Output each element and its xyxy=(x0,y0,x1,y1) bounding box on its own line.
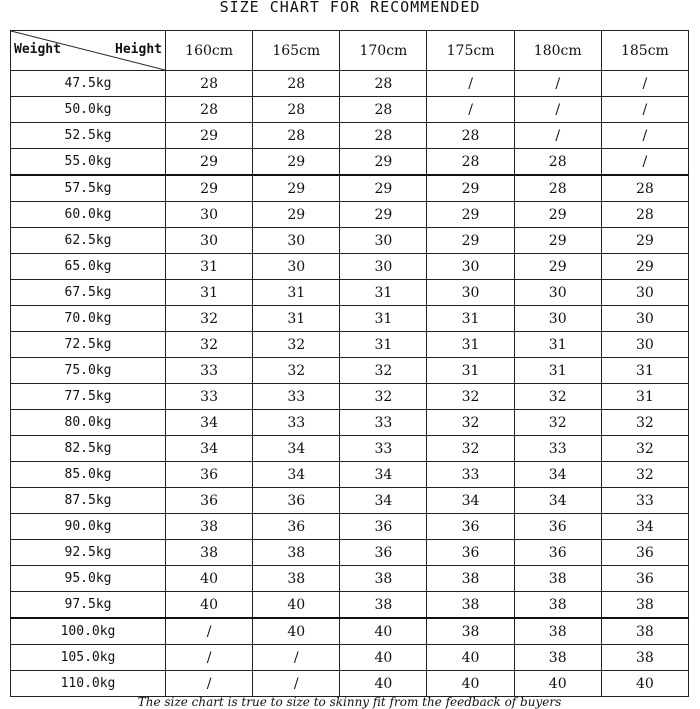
height-header: 170cm xyxy=(340,31,427,71)
size-cell: 38 xyxy=(340,566,427,592)
size-cell: 30 xyxy=(514,280,601,306)
weight-cell: 75.0kg xyxy=(11,358,166,384)
size-cell: 34 xyxy=(166,436,253,462)
size-cell: 38 xyxy=(427,592,514,619)
size-cell: / xyxy=(253,671,340,697)
size-cell: 40 xyxy=(427,645,514,671)
size-cell: 36 xyxy=(340,514,427,540)
size-cell: 31 xyxy=(427,332,514,358)
size-cell: / xyxy=(514,71,601,97)
size-cell: 36 xyxy=(253,514,340,540)
size-cell: 36 xyxy=(427,514,514,540)
size-cell: / xyxy=(514,97,601,123)
weight-label: Weight xyxy=(14,42,61,57)
size-cell: 28 xyxy=(340,97,427,123)
table-row xyxy=(11,462,689,488)
size-cell: 38 xyxy=(514,645,601,671)
table-body xyxy=(11,71,689,697)
size-cell: 30 xyxy=(601,332,688,358)
size-cell: 40 xyxy=(514,671,601,697)
size-cell: 29 xyxy=(601,254,688,280)
corner-cell xyxy=(11,31,166,71)
size-cell: 30 xyxy=(427,280,514,306)
height-header: 165cm xyxy=(253,31,340,71)
size-cell: 31 xyxy=(340,306,427,332)
size-cell: 29 xyxy=(427,175,514,202)
size-cell: 29 xyxy=(166,175,253,202)
weight-cell: 67.5kg xyxy=(11,280,166,306)
size-cell: 29 xyxy=(427,228,514,254)
size-cell: 40 xyxy=(340,645,427,671)
size-cell: 29 xyxy=(601,228,688,254)
size-cell: 38 xyxy=(514,618,601,645)
size-cell: 38 xyxy=(427,618,514,645)
table-row xyxy=(11,488,689,514)
size-cell: 28 xyxy=(427,123,514,149)
size-cell: 28 xyxy=(253,123,340,149)
weight-cell: 50.0kg xyxy=(11,97,166,123)
size-cell: 30 xyxy=(514,306,601,332)
size-cell: 33 xyxy=(601,488,688,514)
size-cell: 30 xyxy=(253,254,340,280)
weight-cell: 55.0kg xyxy=(11,149,166,176)
table-row xyxy=(11,645,689,671)
size-cell: / xyxy=(166,618,253,645)
table-row xyxy=(11,123,689,149)
table-row xyxy=(11,618,689,645)
size-cell: 33 xyxy=(427,462,514,488)
weight-cell: 57.5kg xyxy=(11,175,166,202)
size-cell: 34 xyxy=(340,462,427,488)
size-cell: 31 xyxy=(340,332,427,358)
size-cell: 29 xyxy=(340,175,427,202)
size-cell: / xyxy=(601,97,688,123)
size-cell: 29 xyxy=(253,149,340,176)
size-cell: 32 xyxy=(427,436,514,462)
size-cell: 28 xyxy=(253,71,340,97)
size-cell: 29 xyxy=(253,175,340,202)
size-cell: 34 xyxy=(514,462,601,488)
table-row xyxy=(11,254,689,280)
size-cell: 29 xyxy=(166,123,253,149)
table-row xyxy=(11,540,689,566)
table-row xyxy=(11,384,689,410)
weight-cell: 82.5kg xyxy=(11,436,166,462)
size-cell: / xyxy=(427,71,514,97)
size-cell: 29 xyxy=(253,202,340,228)
size-cell: 33 xyxy=(166,384,253,410)
weight-cell: 100.0kg xyxy=(11,618,166,645)
size-cell: 28 xyxy=(427,149,514,176)
size-cell: 28 xyxy=(601,202,688,228)
size-cell: 33 xyxy=(514,436,601,462)
size-chart-table xyxy=(10,30,689,697)
table-row xyxy=(11,306,689,332)
size-cell: 31 xyxy=(166,280,253,306)
size-cell: / xyxy=(514,123,601,149)
table-row xyxy=(11,410,689,436)
size-cell: 32 xyxy=(601,436,688,462)
size-cell: / xyxy=(601,149,688,176)
size-cell: 33 xyxy=(253,384,340,410)
table-row xyxy=(11,332,689,358)
size-cell: 36 xyxy=(166,488,253,514)
size-cell: 36 xyxy=(427,540,514,566)
size-cell: 31 xyxy=(427,358,514,384)
size-cell: 32 xyxy=(166,306,253,332)
size-cell: 32 xyxy=(253,358,340,384)
size-cell: 36 xyxy=(253,488,340,514)
size-cell: 38 xyxy=(253,540,340,566)
size-cell: 29 xyxy=(340,202,427,228)
height-header: 175cm xyxy=(427,31,514,71)
size-cell: 38 xyxy=(427,566,514,592)
size-cell: 31 xyxy=(601,384,688,410)
size-cell: 40 xyxy=(253,592,340,619)
size-cell: 34 xyxy=(253,462,340,488)
size-cell: 33 xyxy=(340,410,427,436)
size-cell: 30 xyxy=(166,202,253,228)
weight-cell: 60.0kg xyxy=(11,202,166,228)
size-cell: 38 xyxy=(601,618,688,645)
size-cell: / xyxy=(166,645,253,671)
size-cell: 33 xyxy=(253,410,340,436)
size-cell: 28 xyxy=(601,175,688,202)
size-cell: 40 xyxy=(601,671,688,697)
weight-cell: 90.0kg xyxy=(11,514,166,540)
size-cell: 33 xyxy=(166,358,253,384)
size-cell: 29 xyxy=(340,149,427,176)
table-row xyxy=(11,566,689,592)
weight-cell: 70.0kg xyxy=(11,306,166,332)
weight-cell: 80.0kg xyxy=(11,410,166,436)
header-row xyxy=(11,31,689,71)
size-cell: 31 xyxy=(601,358,688,384)
size-cell: 38 xyxy=(601,645,688,671)
size-cell: 32 xyxy=(427,384,514,410)
size-cell: 31 xyxy=(514,332,601,358)
table-row xyxy=(11,280,689,306)
size-cell: 32 xyxy=(166,332,253,358)
size-cell: 29 xyxy=(514,228,601,254)
weight-cell: 95.0kg xyxy=(11,566,166,592)
size-cell: 40 xyxy=(253,618,340,645)
table-row xyxy=(11,592,689,619)
size-cell: 28 xyxy=(340,71,427,97)
size-cell: 29 xyxy=(514,254,601,280)
size-cell: 30 xyxy=(427,254,514,280)
size-cell: 30 xyxy=(340,228,427,254)
size-cell: 36 xyxy=(514,540,601,566)
size-cell: 34 xyxy=(166,410,253,436)
weight-cell: 52.5kg xyxy=(11,123,166,149)
size-cell: 32 xyxy=(514,384,601,410)
size-cell: 30 xyxy=(340,254,427,280)
weight-cell: 105.0kg xyxy=(11,645,166,671)
table-row xyxy=(11,671,689,697)
size-cell: 30 xyxy=(601,306,688,332)
table-row xyxy=(11,514,689,540)
table-row xyxy=(11,149,689,176)
weight-cell: 62.5kg xyxy=(11,228,166,254)
size-cell: 32 xyxy=(427,410,514,436)
size-cell: 38 xyxy=(166,514,253,540)
weight-cell: 110.0kg xyxy=(11,671,166,697)
size-cell: 29 xyxy=(514,202,601,228)
size-cell: 31 xyxy=(340,280,427,306)
size-cell: 34 xyxy=(514,488,601,514)
size-cell: 29 xyxy=(166,149,253,176)
size-cell: 31 xyxy=(253,306,340,332)
size-cell: 32 xyxy=(601,462,688,488)
size-cell: 36 xyxy=(514,514,601,540)
size-cell: 28 xyxy=(514,175,601,202)
size-cell: 34 xyxy=(427,488,514,514)
height-label: Height xyxy=(115,42,162,57)
size-cell: 36 xyxy=(340,540,427,566)
size-cell: 33 xyxy=(340,436,427,462)
size-cell: 38 xyxy=(514,592,601,619)
size-cell: / xyxy=(253,645,340,671)
table-row xyxy=(11,228,689,254)
size-cell: 29 xyxy=(427,202,514,228)
size-cell: 31 xyxy=(253,280,340,306)
size-cell: 38 xyxy=(340,592,427,619)
table-row xyxy=(11,175,689,202)
height-header: 185cm xyxy=(601,31,688,71)
height-header: 160cm xyxy=(166,31,253,71)
weight-cell: 72.5kg xyxy=(11,332,166,358)
size-cell: 40 xyxy=(427,671,514,697)
weight-cell: 97.5kg xyxy=(11,592,166,619)
size-cell: 28 xyxy=(253,97,340,123)
weight-cell: 65.0kg xyxy=(11,254,166,280)
size-cell: 28 xyxy=(166,71,253,97)
weight-cell: 85.0kg xyxy=(11,462,166,488)
size-cell: 32 xyxy=(340,384,427,410)
size-cell: 31 xyxy=(166,254,253,280)
size-cell: 28 xyxy=(514,149,601,176)
size-cell: 30 xyxy=(166,228,253,254)
weight-cell: 47.5kg xyxy=(11,71,166,97)
size-cell: 30 xyxy=(601,280,688,306)
size-cell: 32 xyxy=(253,332,340,358)
size-cell: 40 xyxy=(166,566,253,592)
size-cell: 40 xyxy=(340,671,427,697)
size-cell: / xyxy=(427,97,514,123)
size-cell: / xyxy=(601,71,688,97)
table-row xyxy=(11,436,689,462)
size-cell: 38 xyxy=(166,540,253,566)
weight-cell: 92.5kg xyxy=(11,540,166,566)
size-cell: 32 xyxy=(340,358,427,384)
weight-cell: 77.5kg xyxy=(11,384,166,410)
size-cell: 36 xyxy=(601,540,688,566)
table-row xyxy=(11,97,689,123)
size-cell: 31 xyxy=(427,306,514,332)
size-cell: 34 xyxy=(601,514,688,540)
table-row xyxy=(11,358,689,384)
size-cell: 36 xyxy=(601,566,688,592)
size-cell: 38 xyxy=(601,592,688,619)
size-cell: 40 xyxy=(340,618,427,645)
footnote: The size chart is true to size to skinny fit from the feedback of buyers xyxy=(137,695,562,709)
size-cell: 34 xyxy=(253,436,340,462)
size-cell: 28 xyxy=(340,123,427,149)
size-cell: 31 xyxy=(514,358,601,384)
size-cell: 38 xyxy=(253,566,340,592)
weight-cell: 87.5kg xyxy=(11,488,166,514)
table-row xyxy=(11,202,689,228)
size-cell: 36 xyxy=(166,462,253,488)
table-row xyxy=(11,71,689,97)
size-cell: 38 xyxy=(514,566,601,592)
size-cell: / xyxy=(601,123,688,149)
size-cell: 40 xyxy=(166,592,253,619)
size-cell: 32 xyxy=(514,410,601,436)
size-cell: 34 xyxy=(340,488,427,514)
size-cell: 28 xyxy=(166,97,253,123)
size-cell: 32 xyxy=(601,410,688,436)
chart-title: SIZE CHART FOR RECOMMENDED xyxy=(219,0,481,16)
size-cell: / xyxy=(166,671,253,697)
size-cell: 30 xyxy=(253,228,340,254)
height-header: 180cm xyxy=(514,31,601,71)
